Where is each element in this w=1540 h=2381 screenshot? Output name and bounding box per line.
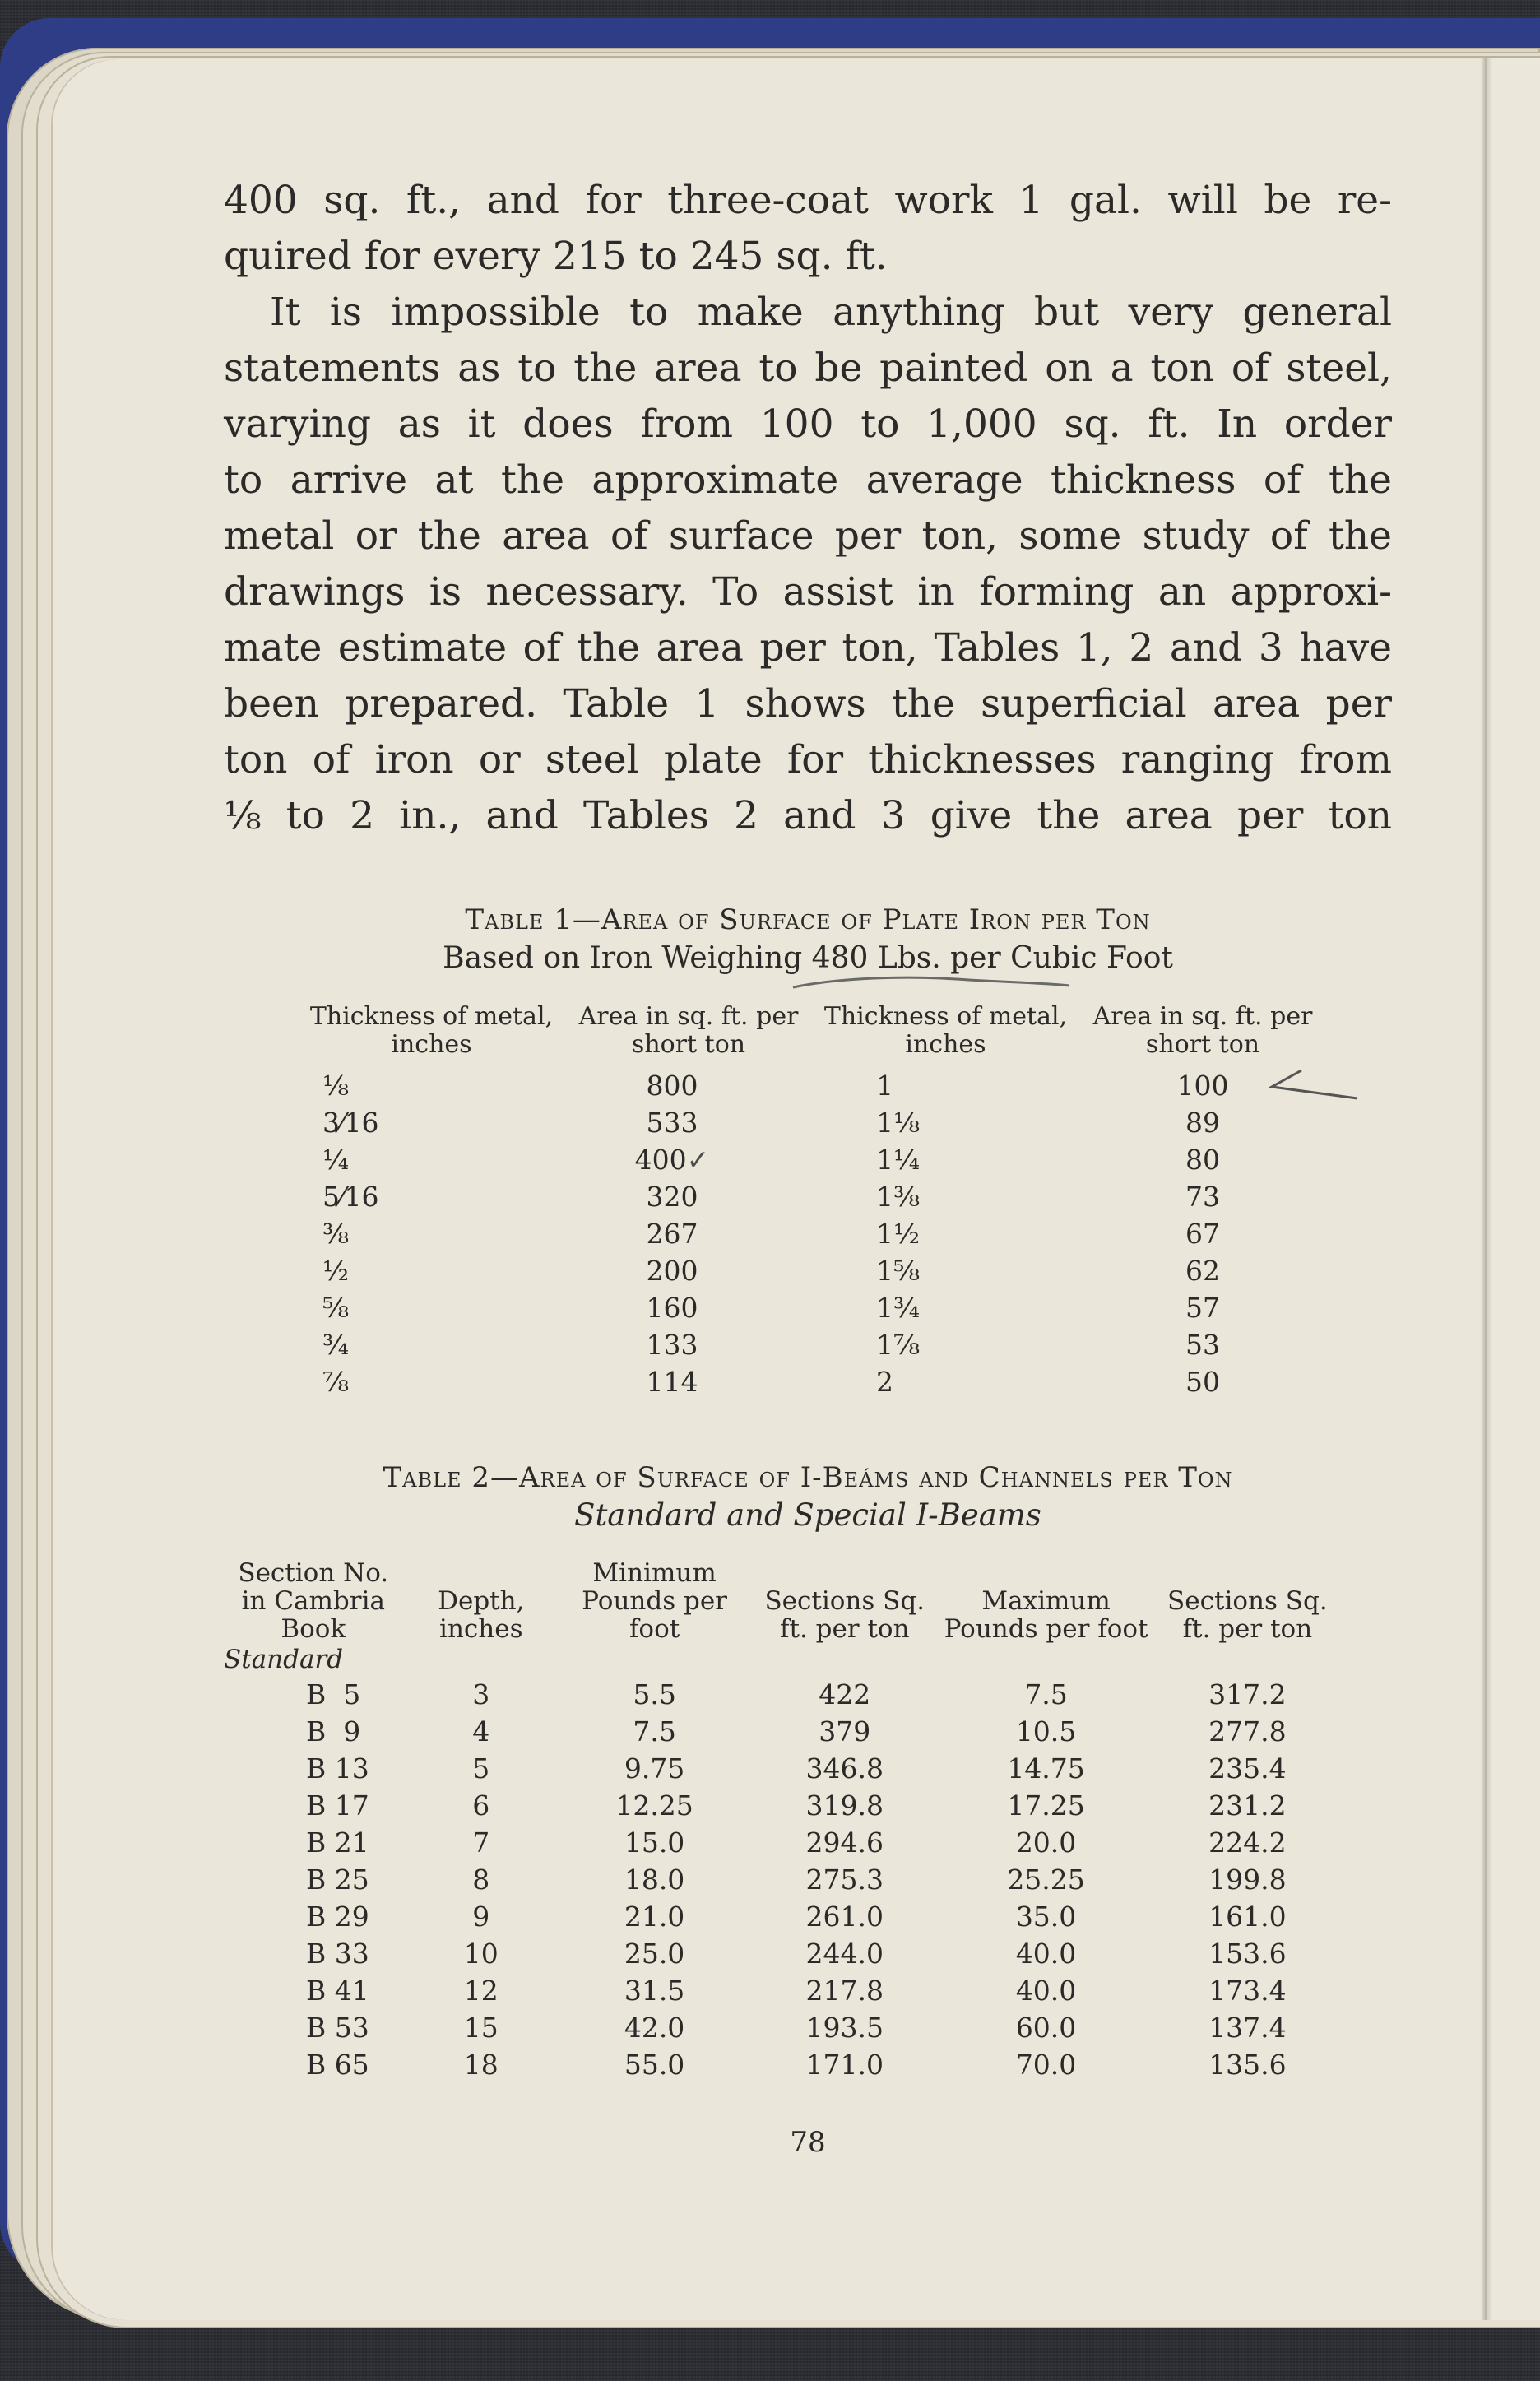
thickness-cell: ½ — [322, 1255, 349, 1287]
text-line: It is impossible to make anything but very general — [270, 290, 1392, 335]
min-sqft-cell: 193.5 — [805, 2012, 884, 2044]
page-gutter — [1481, 58, 1492, 2320]
table2-header: Minimum Pounds per foot — [582, 1558, 727, 1644]
section-cell: B 25 — [306, 1863, 369, 1896]
min-pounds-cell: 25.0 — [624, 1938, 685, 1970]
max-pounds-cell: 40.0 — [1015, 1938, 1077, 1970]
max-sqft-cell: 135.6 — [1208, 2049, 1287, 2081]
thickness-cell: ⅜ — [322, 1218, 349, 1250]
max-pounds-cell: 20.0 — [1015, 1826, 1077, 1859]
table-row — [298, 1104, 1326, 1141]
min-pounds-cell: 9.75 — [624, 1752, 685, 1785]
table-row — [224, 1787, 1343, 1824]
max-sqft-cell: 277.8 — [1208, 1715, 1287, 1747]
min-sqft-cell: 346.8 — [805, 1752, 884, 1785]
max-pounds-cell: 70.0 — [1015, 2049, 1077, 2081]
min-pounds-cell: 18.0 — [624, 1863, 685, 1896]
area-value: 100 — [1176, 1070, 1229, 1102]
group-label: Standard — [224, 1645, 344, 1674]
text-line: mate estimate of the area per ton, Tables 1, 2 and 3 have — [224, 625, 1392, 671]
section-cell: B 65 — [306, 2049, 369, 2081]
section-cell: B 5 — [306, 1678, 361, 1710]
depth-cell: 8 — [472, 1863, 490, 1896]
thickness-cell: 2 — [876, 1366, 893, 1398]
thickness-cell: 5⁄16 — [322, 1181, 379, 1213]
max-sqft-cell: 224.2 — [1208, 1826, 1287, 1859]
text-line: varying as it does from 100 to 1,000 sq. ft. In order — [224, 401, 1392, 447]
area-cell: 67 — [1185, 1218, 1220, 1250]
thickness-cell: 1 — [876, 1070, 893, 1102]
max-sqft-cell: 317.2 — [1208, 1678, 1287, 1710]
table-row — [298, 1289, 1326, 1326]
section-cell: B 9 — [306, 1715, 361, 1747]
area-cell: 50 — [1185, 1366, 1220, 1398]
section-cell: B 53 — [306, 2012, 369, 2044]
max-sqft-cell: 161.0 — [1208, 1901, 1287, 1933]
table2-header: Sections Sq. ft. per ton — [1167, 1586, 1328, 1644]
thickness-cell: 1¼ — [876, 1144, 920, 1176]
depth-cell: 7 — [472, 1826, 490, 1859]
min-sqft-cell: 171.0 — [805, 2049, 884, 2081]
thickness-cell: 1⅜ — [876, 1181, 920, 1213]
section-cell: B 29 — [306, 1901, 369, 1933]
thickness-cell: ¾ — [322, 1329, 349, 1361]
min-pounds-cell: 42.0 — [624, 2012, 685, 2044]
table-row — [224, 1750, 1343, 1787]
depth-cell: 9 — [472, 1901, 490, 1933]
thickness-cell: 1⅛ — [876, 1107, 920, 1139]
thickness-cell: 1½ — [876, 1218, 920, 1250]
thickness-cell: ⅛ — [322, 1070, 349, 1102]
min-pounds-cell: 15.0 — [624, 1826, 685, 1859]
thickness-cell: ¼ — [322, 1144, 349, 1176]
depth-cell: 15 — [463, 2012, 499, 2044]
area-cell: 533 — [646, 1107, 698, 1139]
max-pounds-cell: 17.25 — [1007, 1789, 1085, 1822]
table1-header: Area in sq. ft. per short ton — [1092, 1002, 1313, 1059]
table-row — [298, 1326, 1326, 1363]
table1-subtitle — [224, 941, 1392, 975]
min-sqft-cell: 244.0 — [805, 1938, 884, 1970]
area-cell: 160 — [646, 1292, 698, 1324]
pencil-checkmark-icon: ✓ — [686, 1144, 710, 1176]
paragraph-1 — [224, 173, 1392, 285]
table2-group-row — [224, 1643, 1343, 1676]
text-line: statements as to the area to be painted on a ton of steel, — [224, 346, 1392, 391]
min-pounds-cell: 7.5 — [633, 1715, 676, 1747]
section-cell: B 41 — [306, 1975, 369, 2007]
max-pounds-cell: 10.5 — [1015, 1715, 1077, 1747]
max-sqft-cell: 235.4 — [1208, 1752, 1287, 1785]
text-line: metal or the area of surface per ton, some study of the — [224, 513, 1392, 559]
depth-cell: 5 — [472, 1752, 490, 1785]
section-cell: B 17 — [306, 1789, 369, 1822]
table-row — [224, 2046, 1343, 2083]
paragraph-2 — [224, 285, 1392, 844]
thickness-cell: ⅞ — [322, 1366, 349, 1398]
area-cell: 114 — [646, 1366, 698, 1398]
min-pounds-cell: 5.5 — [633, 1678, 676, 1710]
page-content — [224, 173, 1392, 2159]
table1-header: Area in sq. ft. per short ton — [578, 1002, 799, 1059]
table1-title: Table 1—Area of Surface of Plate Iron per Ton — [465, 903, 1151, 936]
facing-page-edge — [1492, 58, 1540, 2320]
min-pounds-cell: 31.5 — [624, 1975, 685, 2007]
max-pounds-cell: 60.0 — [1015, 2012, 1077, 2044]
section-cell: B 21 — [306, 1826, 369, 1859]
table-row — [298, 1215, 1326, 1252]
text-line: ton of iron or steel plate for thicknesses ranging from — [224, 737, 1392, 782]
pencil-arrow-mark — [1269, 1069, 1359, 1102]
min-sqft-cell: 261.0 — [805, 1901, 884, 1933]
min-pounds-cell: 55.0 — [624, 2049, 685, 2081]
depth-cell: 12 — [463, 1975, 499, 2007]
min-pounds-cell: 12.25 — [615, 1789, 693, 1822]
table2 — [224, 1559, 1343, 2083]
table2-title: Table 2—Area of Surface of I-Beáms and Channels per Ton — [383, 1461, 1233, 1494]
thickness-cell: 1¾ — [876, 1292, 920, 1324]
max-pounds-cell: 25.25 — [1007, 1863, 1085, 1896]
area-cell: 200 — [646, 1255, 698, 1287]
max-pounds-cell: 40.0 — [1015, 1975, 1077, 2007]
table-row — [224, 1824, 1343, 1861]
text-line: ⅛ to 2 in., and Tables 2 and 3 give the area per ton — [224, 793, 1392, 838]
body-text — [224, 173, 1392, 844]
area-cell: 62 — [1185, 1255, 1220, 1287]
max-pounds-cell: 35.0 — [1015, 1901, 1077, 1933]
table-row — [224, 1861, 1343, 1898]
depth-cell: 18 — [463, 2049, 499, 2081]
area-value: 400 — [634, 1144, 687, 1176]
text-line: 400 sq. ft., and for three-coat work 1 gal. will be re- — [224, 178, 1392, 223]
min-sqft-cell: 379 — [819, 1715, 871, 1747]
area-cell: 89 — [1185, 1107, 1220, 1139]
section-cell: B 13 — [306, 1752, 369, 1785]
max-sqft-cell: 199.8 — [1208, 1863, 1287, 1896]
thickness-cell: 1⅝ — [876, 1255, 920, 1287]
table2-subtitle: Standard and Special I-Beams — [574, 1497, 1041, 1533]
area-cell: 57 — [1185, 1292, 1220, 1324]
max-sqft-cell: 231.2 — [1208, 1789, 1287, 1822]
table-row — [224, 1898, 1343, 1935]
area-cell: 73 — [1185, 1181, 1220, 1213]
table1-header: Thickness of metal, inches — [309, 1002, 554, 1059]
min-sqft-cell: 422 — [819, 1678, 871, 1710]
table-row — [224, 1676, 1343, 1713]
min-pounds-cell: 21.0 — [624, 1901, 685, 1933]
table-row — [224, 1972, 1343, 2009]
text-line: drawings is necessary. To assist in forming an approxi- — [224, 569, 1392, 615]
table-row — [298, 1178, 1326, 1215]
area-cell: 267 — [646, 1218, 698, 1250]
table2-header: Depth, inches — [438, 1586, 525, 1644]
min-sqft-cell: 294.6 — [805, 1826, 884, 1859]
table2-header: Sections Sq. ft. per ton — [764, 1586, 925, 1644]
table-row — [298, 1067, 1326, 1104]
pencil-underline-mark — [791, 976, 1071, 989]
table-row — [298, 1252, 1326, 1289]
table-row — [224, 1713, 1343, 1750]
min-sqft-cell: 275.3 — [805, 1863, 884, 1896]
area-cell: 800 — [646, 1070, 698, 1102]
area-cell: 133 — [646, 1329, 698, 1361]
max-sqft-cell: 173.4 — [1208, 1975, 1287, 2007]
thickness-cell: 1⅞ — [876, 1329, 920, 1361]
table1-header-row — [298, 1003, 1326, 1067]
max-pounds-cell: 7.5 — [1024, 1678, 1068, 1710]
table1-header: Thickness of metal, inches — [823, 1002, 1068, 1059]
max-sqft-cell: 153.6 — [1208, 1938, 1287, 1970]
depth-cell: 10 — [463, 1938, 499, 1970]
area-cell: 320 — [646, 1181, 698, 1213]
thickness-cell: ⅝ — [322, 1292, 349, 1324]
depth-cell: 6 — [472, 1789, 490, 1822]
area-cell: 80 — [1185, 1144, 1220, 1176]
page-number: 78 — [790, 2126, 826, 2159]
area-cell — [1079, 1067, 1326, 1104]
table-row — [298, 1363, 1326, 1400]
text-line: been prepared. Table 1 shows the superficial area per — [224, 681, 1392, 726]
table2-header: Maximum Pounds per foot — [944, 1586, 1148, 1644]
thickness-cell: 3⁄16 — [322, 1107, 379, 1139]
depth-cell: 4 — [472, 1715, 490, 1747]
max-pounds-cell: 14.75 — [1007, 1752, 1085, 1785]
text-line: quired for every 215 to 245 sq. ft. — [224, 234, 888, 279]
table-row — [298, 1141, 1326, 1178]
area-cell: 53 — [1185, 1329, 1220, 1361]
area-cell — [565, 1141, 812, 1178]
min-sqft-cell: 319.8 — [805, 1789, 884, 1822]
text-line: to arrive at the approximate average thickness of the — [224, 457, 1392, 503]
table1-subtitle-text: Based on Iron Weighing 480 Lbs. per Cubic Foot — [443, 941, 1173, 975]
table-row — [224, 1935, 1343, 1972]
section-cell: B 33 — [306, 1938, 369, 1970]
table1 — [298, 1003, 1326, 1400]
table2-header: Section No. in Cambria Book — [238, 1558, 389, 1644]
depth-cell: 3 — [472, 1678, 490, 1710]
table2-header-row — [224, 1559, 1343, 1643]
min-sqft-cell: 217.8 — [805, 1975, 884, 2007]
table-row — [224, 2009, 1343, 2046]
max-sqft-cell: 137.4 — [1208, 2012, 1287, 2044]
